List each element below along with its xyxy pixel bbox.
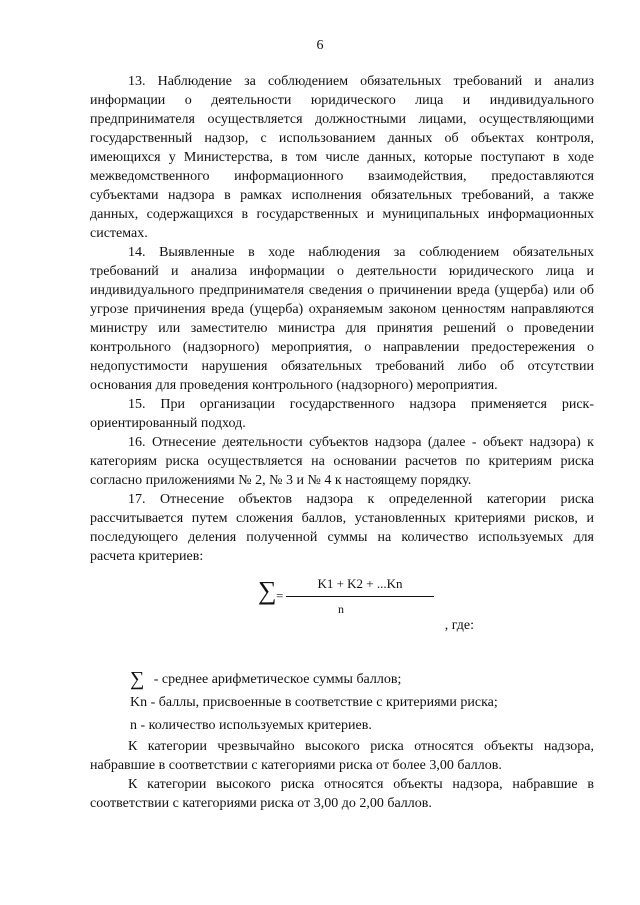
paragraph-high-risk: К категории высокого риска относятся объекты надзора, набравшие в соответствии с категориями риска от 3,00 до 2,00 баллов. — [90, 777, 594, 811]
fraction-line — [286, 596, 434, 597]
risk-formula — [90, 572, 594, 632]
legend-kn: Kn - баллы, присвоенные в соответствие с критериями риска; — [130, 695, 498, 710]
legend-n: n - количество используемых критериев. — [130, 718, 372, 733]
formula-suffix: , где: — [444, 618, 474, 633]
document-body — [90, 72, 594, 813]
formula-equals: = — [276, 588, 284, 603]
legend-sigma-symbol: ∑ — [130, 668, 145, 690]
page-number: 6 — [316, 38, 324, 53]
formula-numerator: K1 + K2 + ...Kn — [317, 576, 403, 591]
paragraph-13: 13. Наблюдение за соблюдением обязательных требований и анализ информации о деятельности юридического лица и индивидуального предпринимателя осуществляется должностными лицами, осуществляющими государственный надзор, с использованием данных об объектах контроля, имеющихся у Министерства, в том числе данных, которые поступают в ходе межведомственного информационного взаимодействия, предоставляются субъектами надзора в рамках исполнения обязательных требований, а также данных, содержащихся в государственных и муниципальных информационных системах. — [90, 74, 594, 241]
formula-sigma: ∑ — [258, 576, 277, 605]
paragraph-17: 17. Отнесение объектов надзора к определенной категории риска рассчитывается путем сложения баллов, установленных критериями рисков, и последующего деления полученной суммы на количество используемых для расчета критериев: — [90, 492, 594, 564]
legend-sigma — [90, 666, 594, 691]
paragraph-14: 14. Выявленные в ходе наблюдения за соблюдением обязательных требований и анализа информации о деятельности юридического лица и индивидуального предпринимателя сведения о причинении вреда (ущерба) или об угрозе причинения вреда (ущерба) охраняемым законом ценностям направляются министру или заместителю министра для принятия решений о проведении контрольного (надзорного) мероприятия, о направлении предостережения о недопустимости нарушения обязательных требований либо об отсутствии основания для проведения контрольного (надзорного) мероприятия. — [90, 245, 594, 393]
formula-denominator: n — [338, 602, 344, 616]
legend-sigma-text: - среднее арифметическое суммы баллов; — [153, 672, 402, 687]
paragraph-16: 16. Отнесение деятельности субъектов надзора (далее - объект надзора) к категориям риска осуществляется на основании расчетов по критериям риска согласно приложениями № 2, № 3 и № 4 к настоящему порядку. — [90, 435, 594, 488]
paragraph-extreme-risk: К категории чрезвычайно высокого риска относятся объекты надзора, набравшие в соответствии с категориями риска от более 3,00 баллов. — [90, 739, 594, 773]
formula-legend — [90, 666, 594, 737]
paragraph-15: 15. При организации государственного надзора применяется риск-ориентированный подход. — [90, 397, 594, 431]
